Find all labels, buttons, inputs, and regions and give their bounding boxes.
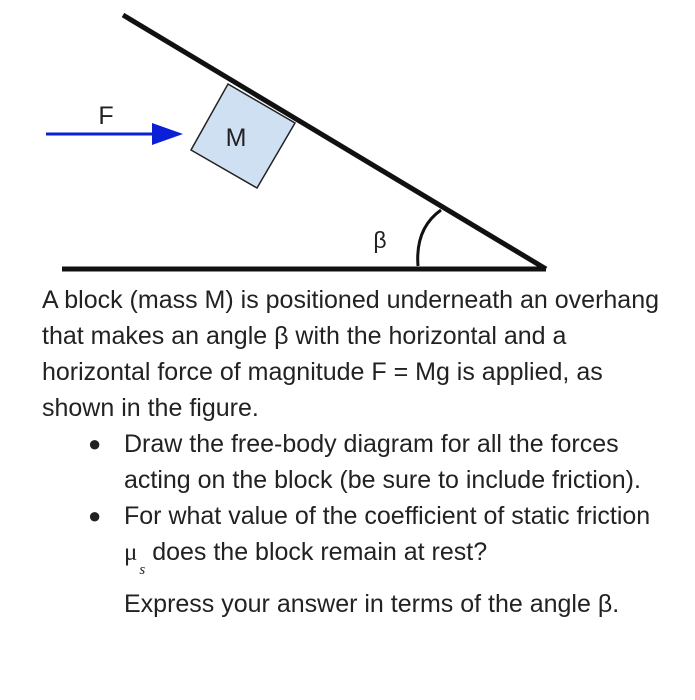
mu-subscript: s (139, 562, 146, 578)
overhang-line (123, 15, 546, 269)
angle-label: β (373, 227, 387, 253)
mu-symbol: μ (124, 539, 138, 566)
bullet-icon: ● (88, 503, 102, 528)
task-2-text (124, 498, 662, 578)
task-1-text: Draw the free-body diagram for all the forces acting on the block (be sure to include friction). (124, 430, 641, 494)
bullet-icon: ● (88, 431, 102, 456)
physics-figure (0, 0, 695, 290)
task-list (42, 426, 662, 622)
task-item-1 (42, 426, 662, 498)
problem-text (42, 282, 662, 622)
task-2-express: Express your answer in terms of the angle β. (124, 590, 620, 618)
problem-intro: A block (mass M) is positioned underneath an overhang that makes an angle β with the horizontal and a horizontal force of magnitude F = Mg is applied, as shown in the figure. (42, 286, 660, 422)
force-label: F (98, 102, 114, 130)
task-2-part-1: For what value of the coefficient of static friction (124, 502, 651, 530)
angle-arc (418, 210, 441, 266)
force-arrow-head (152, 123, 183, 145)
mass-label: M (225, 124, 247, 152)
task-2-part-2: does the block remain at rest? (145, 538, 488, 566)
task-item-2 (42, 498, 662, 622)
